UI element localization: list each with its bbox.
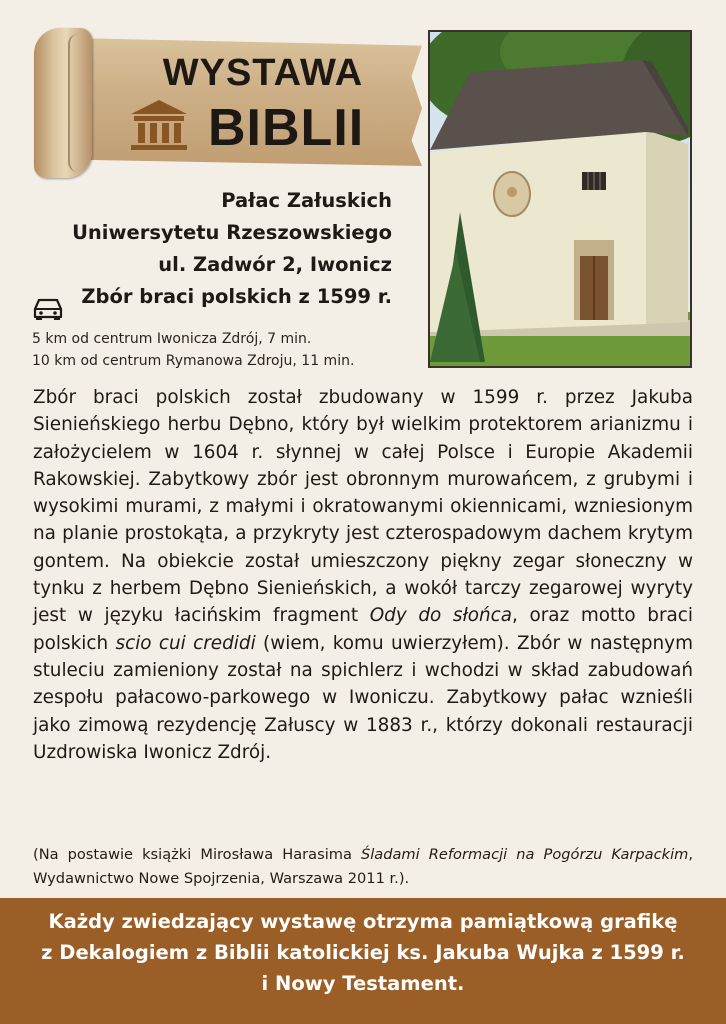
- venue-name: Pałac Załuskich: [221, 189, 392, 212]
- title-scroll-banner: [30, 28, 425, 178]
- address-block: [30, 185, 392, 313]
- footer-line-2: z Dekalogiem z Biblii katolickiej ks. Jakuba Wujka z 1599 r.: [41, 941, 685, 964]
- street-address: ul. Zadwór 2, Iwonicz: [158, 253, 392, 276]
- site-name: Zbór braci polskich z 1599 r.: [81, 285, 392, 308]
- motto: scio cui credidi: [115, 632, 256, 654]
- book-title: Śladami Reformacji na Pogórzu Karpackim: [360, 846, 689, 863]
- car-icon: [33, 297, 63, 321]
- travel-distances: [32, 328, 427, 372]
- ode-title: Ody do słońca: [369, 605, 513, 627]
- description-paragraph: Zbór braci polskich został zbudowany w 1599 r. przez Jakuba Sienieńskiego herbu Dębno, który był wielkim protektorem arianizmu i założycielem w 1604 r. słynnej w całej Polsce i Europie Akademii Rakowskiej. Zabytkowy zbór jest obronnym murowańcem, z grubymi i wysokimi murami, z małymi i okratowanymi okiennicami, wzniesionym na planie prostokąta, a przykryty jest czterospadowym dachem krytym gontem. Na obiekcie został umieszczony piękny zegar słoneczny w tynku z herbem Dębno Sienieńskich, a wokół tarczy zegarowej wyryty jest w języku łacińskim fragment Ody do słońca, oraz motto braci polskich scio cui credidi (wiem, komu uwierzyłem). Zbór w następnym stuleciu zamieniony został na spichlerz i wchodzi w skład zabudowań zespołu pałacowo-parkowego w Iwoniczu. Zabytkowy pałac wznieśli jako zimową rezydencję Załuscy w 1883 r., którzy dokonali restauracji Uzdrowiska Iwonicz Zdrój.: [33, 387, 693, 763]
- distance-iwonicz: 5 km od centrum Iwonicza Zdrój, 7 min.: [32, 331, 312, 347]
- museum-temple-icon: [128, 98, 190, 152]
- chapel-illustration: [430, 32, 690, 366]
- building-photo: [428, 30, 692, 368]
- distance-rymanow: 10 km od centrum Rymanowa Zdroju, 11 min.: [32, 353, 355, 369]
- source-citation: (Na postawie książki Mirosława Harasima Śladami Reformacji na Pogórzu Karpackim, Wydawnictwo Nowe Spojrzenia, Warszawa 2011 r.).: [33, 846, 693, 887]
- title-wystawa: WYSTAWA: [162, 52, 364, 94]
- footer-line-1: Każdy zwiedzający wystawę otrzyma pamiątkową grafikę: [48, 910, 678, 933]
- footer-line-3: i Nowy Testament.: [261, 972, 465, 995]
- footer-banner: [0, 898, 726, 1024]
- university-name: Uniwersytetu Rzeszowskiego: [72, 221, 392, 244]
- footer-text: [0, 906, 726, 999]
- title-biblii: BIBLII: [208, 99, 365, 157]
- scroll-roll-left: [34, 28, 92, 178]
